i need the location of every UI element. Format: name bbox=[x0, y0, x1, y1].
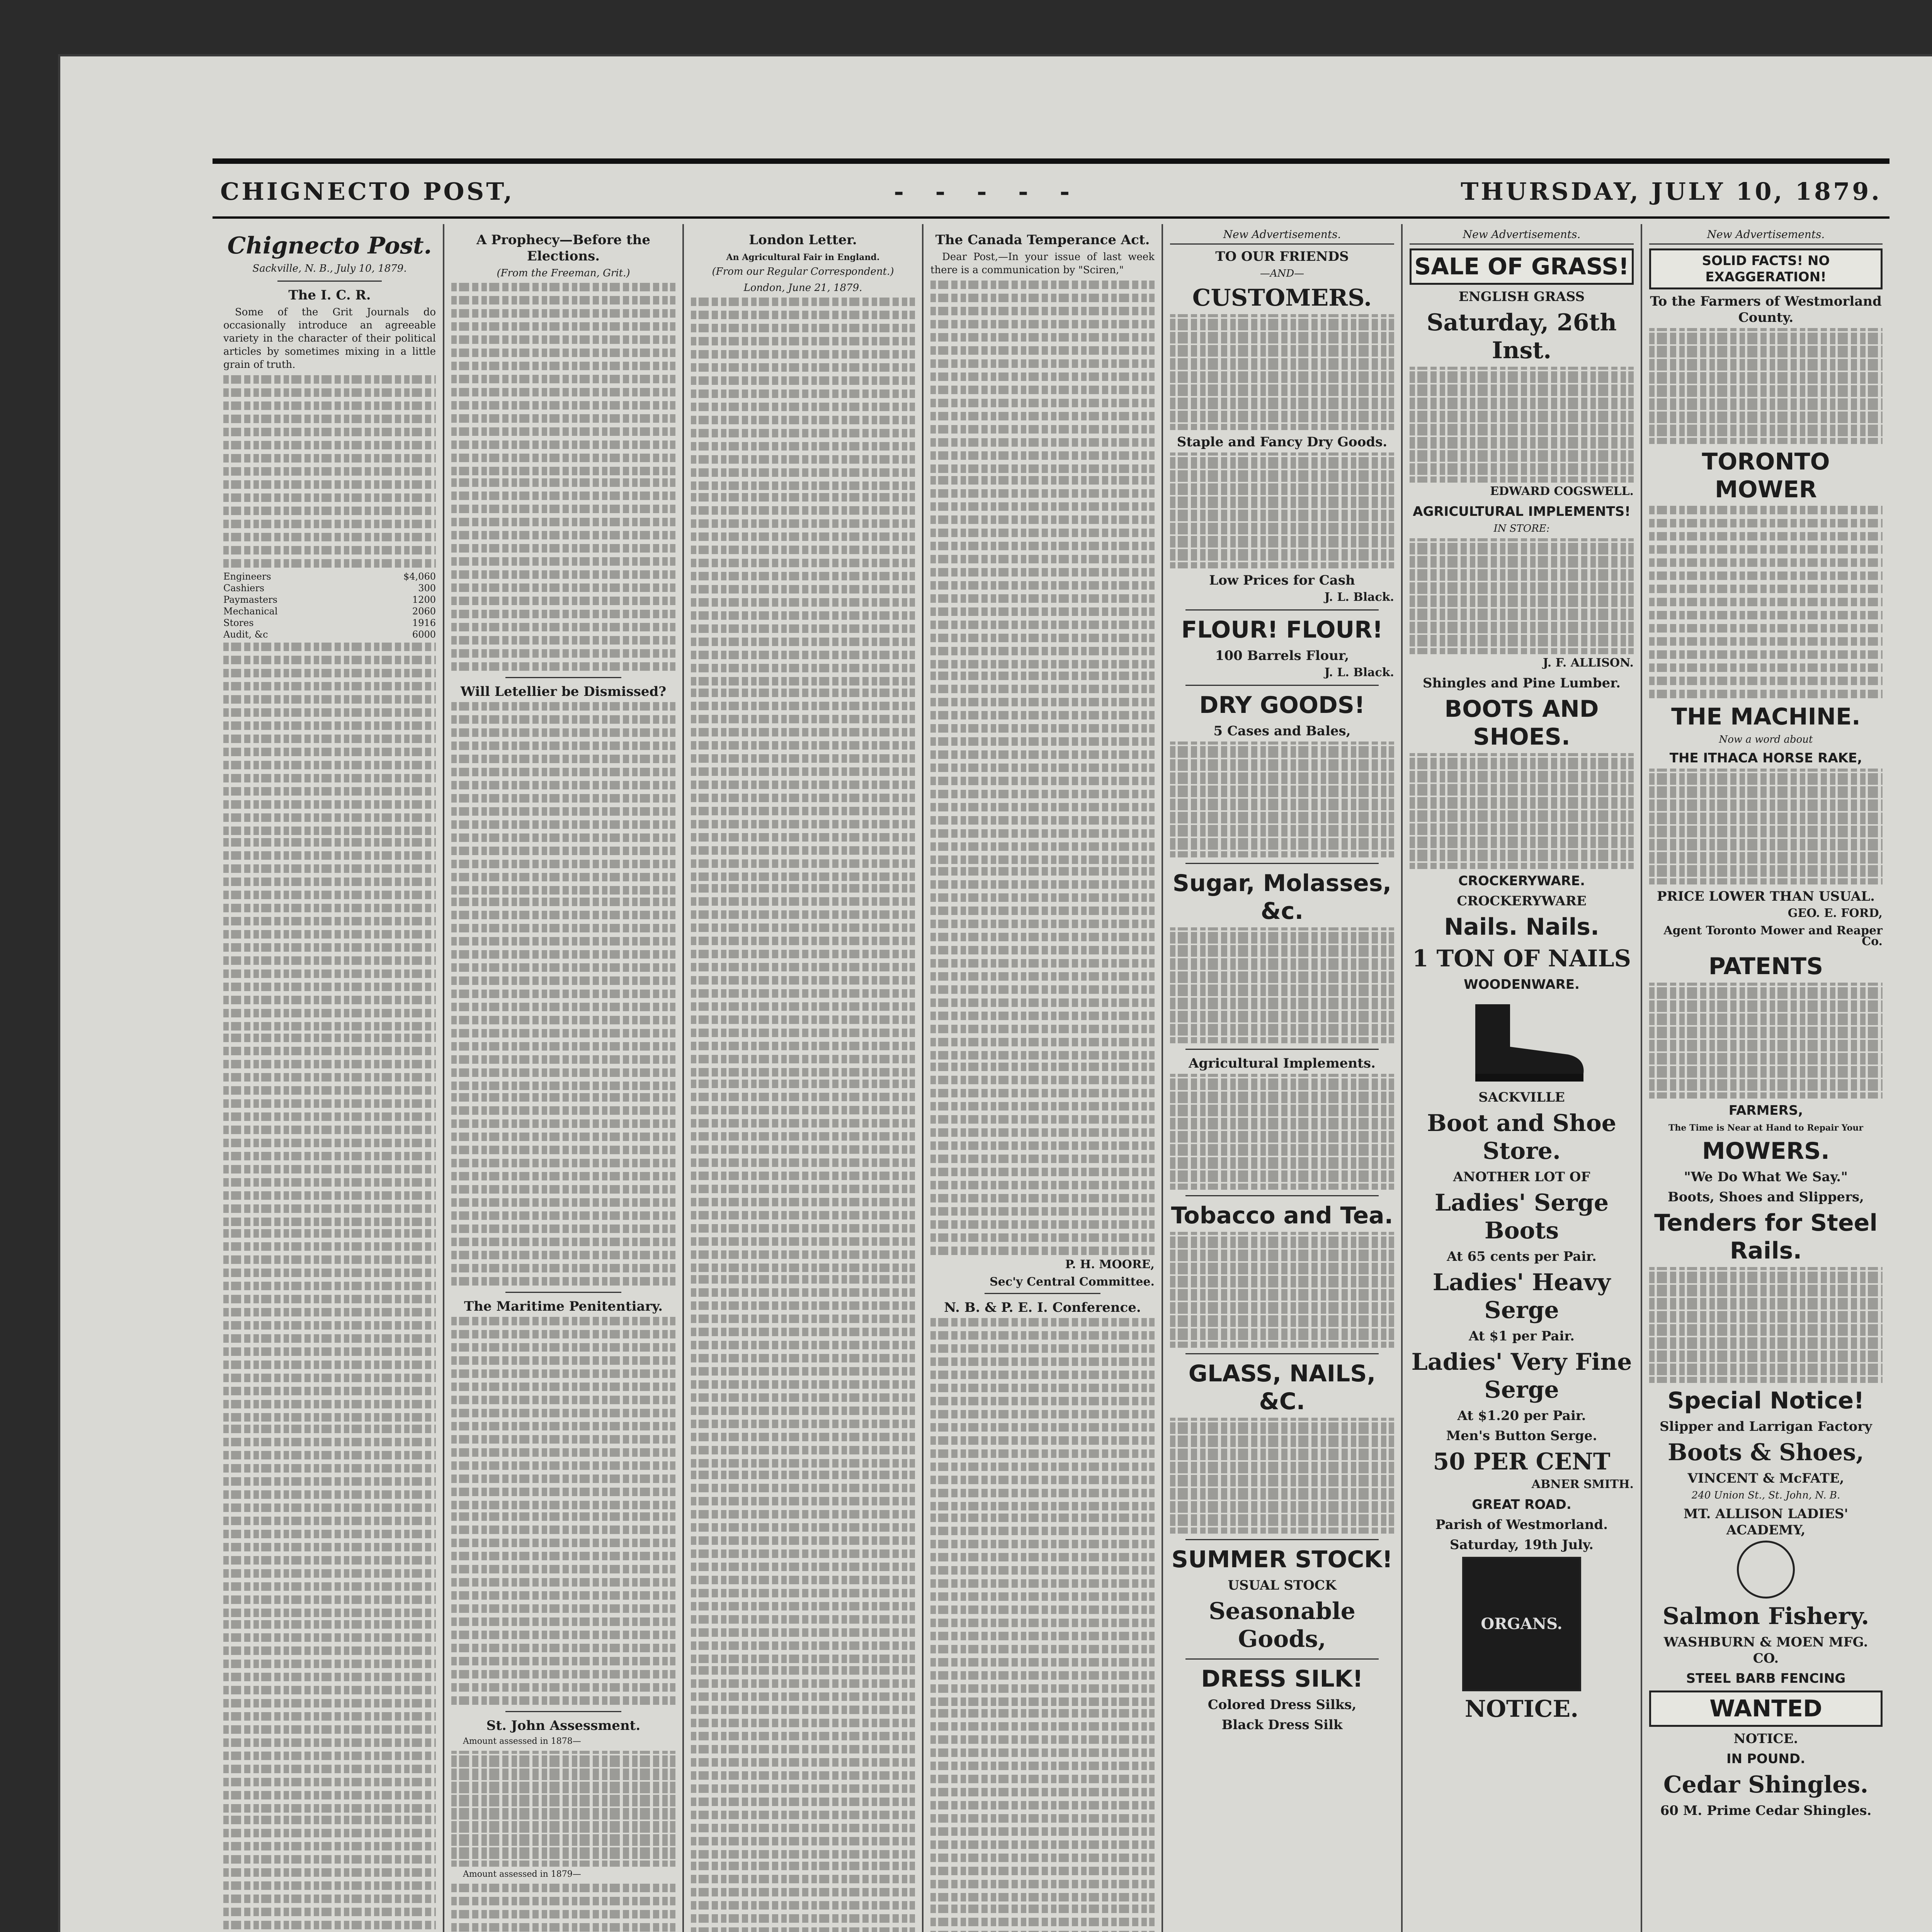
boot-illustration bbox=[1452, 997, 1591, 1085]
ad-boots-shoes2: Boots & Shoes, bbox=[1667, 1439, 1864, 1466]
ad-english-grass: ENGLISH GRASS bbox=[1458, 289, 1585, 304]
ad-washburn: WASHBURN & MOEN MFG. CO. bbox=[1663, 1634, 1868, 1666]
london-letter-dateline: London, June 21, 1879. bbox=[743, 282, 862, 294]
ad-signature: J. L. Black. bbox=[1324, 590, 1394, 604]
ad-price2: At $1 per Pair. bbox=[1469, 1328, 1575, 1344]
article-body bbox=[930, 1063, 1155, 1256]
ad-mens: Men's Button Serge. bbox=[1446, 1428, 1597, 1444]
ad-dress-silk: DRESS SILK! bbox=[1201, 1665, 1363, 1692]
article-body bbox=[451, 898, 675, 1091]
article-body bbox=[223, 1229, 436, 1422]
article-body bbox=[930, 867, 1155, 1060]
conference-title: N. B. & P. E. I. Conference. bbox=[944, 1300, 1141, 1315]
divider bbox=[1185, 609, 1379, 611]
salary-row: Paymasters 1200 bbox=[223, 594, 436, 605]
article-body bbox=[930, 1709, 1155, 1902]
divider bbox=[1185, 685, 1379, 686]
ad-colored: Colored Dress Silks, bbox=[1208, 1697, 1357, 1713]
ad-slipper: Slipper and Larrigan Factory bbox=[1660, 1419, 1872, 1434]
masthead bbox=[220, 170, 1882, 213]
article-body bbox=[691, 884, 915, 1077]
ad-tenders: Tenders for Steel Rails. bbox=[1654, 1209, 1878, 1264]
article-body bbox=[451, 1093, 675, 1286]
ad-notice: NOTICE. bbox=[1464, 1696, 1579, 1723]
ad-signature: GEO. E. FORD, bbox=[1787, 906, 1883, 920]
salary-row: Mechanical 2060 bbox=[223, 606, 436, 617]
ad-body bbox=[1649, 769, 1883, 884]
ad-low-prices: Low Prices for Cash bbox=[1209, 573, 1355, 588]
article-body bbox=[930, 1514, 1155, 1707]
article-body bbox=[691, 1862, 915, 1932]
assessment-1879: Amount assessed in 1879— bbox=[463, 1869, 581, 1879]
article-body bbox=[691, 1275, 915, 1468]
letellier-title: Will Letellier be Dismissed? bbox=[460, 684, 667, 699]
ad-machine: THE MACHINE. bbox=[1671, 703, 1861, 730]
ad-barb: STEEL BARB FENCING bbox=[1686, 1671, 1846, 1686]
ad-shingles: Shingles and Pine Lumber. bbox=[1423, 675, 1621, 691]
temperance-title: The Canada Temperance Act. bbox=[935, 232, 1150, 248]
column-7 bbox=[1642, 224, 1889, 1932]
ad-heavy: Ladies' Heavy Serge bbox=[1432, 1269, 1611, 1324]
divider bbox=[1185, 1539, 1379, 1540]
columns bbox=[216, 224, 1889, 1932]
article-body bbox=[691, 1080, 915, 1273]
article-body bbox=[691, 1666, 915, 1859]
ad-in-pound: IN POUND. bbox=[1726, 1751, 1805, 1767]
ad-body bbox=[1170, 742, 1394, 857]
article-body bbox=[930, 281, 1155, 474]
divider bbox=[1185, 1049, 1379, 1050]
newspaper-page bbox=[58, 54, 1932, 1932]
salary-row: Stores 1916 bbox=[223, 617, 436, 628]
divider bbox=[1185, 1195, 1379, 1196]
penitentiary-title: The Maritime Penitentiary. bbox=[464, 1299, 663, 1314]
ad-word-about: Now a word about bbox=[1719, 734, 1813, 745]
assessment-1878: Amount assessed in 1878— bbox=[463, 1736, 581, 1746]
ad-black-dress: Black Dress Silk bbox=[1221, 1717, 1343, 1733]
ad-customers: CUSTOMERS. bbox=[1192, 284, 1372, 311]
ad-we-do: "We Do What We Say." bbox=[1684, 1169, 1848, 1185]
column-2 bbox=[444, 224, 684, 1932]
ad-great-road: GREAT ROAD. bbox=[1472, 1497, 1571, 1512]
ad-implements: Agricultural Implements. bbox=[1189, 1056, 1376, 1071]
salary-row: Cashiers 300 bbox=[223, 583, 436, 594]
ad-signature: J. F. ALLISON. bbox=[1543, 656, 1634, 670]
ad-body bbox=[1170, 452, 1394, 568]
section-header: New Advertisements. bbox=[1170, 228, 1394, 245]
ad-wanted: WANTED bbox=[1649, 1690, 1883, 1727]
section-header: New Advertisements. bbox=[1649, 228, 1883, 245]
ad-crockery: CROCKERYWARE bbox=[1457, 893, 1587, 909]
article-body bbox=[223, 375, 436, 568]
ad-vincent-addr: 240 Union St., St. John, N. B. bbox=[1691, 1490, 1840, 1501]
ad-body bbox=[1649, 328, 1883, 444]
temperance-greeting: Dear Post,—In your issue of last week there is a communication by "Sciren," bbox=[930, 251, 1155, 276]
london-letter-title: London Letter. bbox=[749, 232, 857, 248]
article-body bbox=[691, 689, 915, 882]
divider bbox=[277, 281, 382, 282]
masthead-title: CHIGNECTO POST, bbox=[220, 177, 515, 206]
ad-time-near: The Time is Near at Hand to Repair Your bbox=[1668, 1123, 1863, 1133]
ad-signature: EDWARD COGSWELL. bbox=[1490, 485, 1634, 498]
boot-icon bbox=[1452, 997, 1591, 1085]
assessment-table bbox=[451, 1751, 675, 1867]
masthead-dashes: - - - - - bbox=[894, 177, 1082, 206]
ad-in-store: IN STORE: bbox=[1493, 523, 1550, 534]
signature-role: Sec'y Central Committee. bbox=[990, 1275, 1155, 1289]
salary-table bbox=[223, 571, 436, 640]
ad-staple: Staple and Fancy Dry Goods. bbox=[1177, 434, 1388, 450]
ad-body bbox=[1410, 753, 1634, 869]
salary-row: Engineers $4,060 bbox=[223, 571, 436, 582]
article-intro: Some of the Grit Journals do occasionally introduce an agreeable variety in the character of their political articles by sometimes mixing in a little grain of truth. bbox=[223, 306, 436, 371]
ad-price3: At $1.20 per Pair. bbox=[1457, 1408, 1586, 1423]
ad-vincent: VINCENT & McFATE, bbox=[1687, 1471, 1844, 1486]
ad-price1: At 65 cents per Pair. bbox=[1447, 1249, 1597, 1264]
ad-toronto: TORONTO MOWER bbox=[1702, 448, 1830, 503]
ad-special: Special Notice! bbox=[1667, 1387, 1864, 1414]
article-body bbox=[930, 672, 1155, 865]
ad-sale-grass: SALE OF GRASS! bbox=[1410, 248, 1634, 285]
ad-body bbox=[1170, 1074, 1394, 1190]
ad-cases: 5 Cases and Bales, bbox=[1213, 723, 1351, 739]
ad-serge: Ladies' Serge Boots bbox=[1434, 1189, 1609, 1244]
ad-seasonable: Seasonable Goods, bbox=[1209, 1598, 1355, 1653]
ad-ithaca: THE ITHACA HORSE RAKE, bbox=[1669, 750, 1862, 766]
ad-glass: GLASS, NAILS, &C. bbox=[1188, 1360, 1376, 1415]
column-1 bbox=[216, 224, 444, 1932]
ad-signature-role: Agent Toronto Mower and Reaper Co. bbox=[1663, 924, 1883, 948]
divider bbox=[1185, 1353, 1379, 1354]
ad-ag-impl: AGRICULTURAL IMPLEMENTS! bbox=[1413, 504, 1631, 519]
divider bbox=[1185, 1658, 1379, 1660]
article-body bbox=[223, 643, 436, 836]
coat-of-arms-icon bbox=[1737, 1541, 1795, 1599]
ad-signature: ABNER SMITH. bbox=[1531, 1478, 1634, 1491]
ad-and: —AND— bbox=[1260, 268, 1304, 279]
ad-barrels: 100 Barrels Flour, bbox=[1215, 648, 1349, 663]
london-letter-source: (From our Regular Correspondent.) bbox=[712, 266, 894, 277]
article-body bbox=[223, 1425, 436, 1618]
column-6 bbox=[1403, 224, 1642, 1932]
article-body bbox=[930, 476, 1155, 669]
ad-boot-store: Boot and Shoe Store. bbox=[1427, 1110, 1616, 1165]
article-body bbox=[223, 838, 436, 1031]
assessment-title: St. John Assessment. bbox=[486, 1718, 641, 1733]
article-body bbox=[451, 478, 675, 672]
prophecy-source: (From the Freeman, Grit.) bbox=[497, 267, 630, 279]
article-body bbox=[451, 283, 675, 476]
masthead-rule-top bbox=[213, 158, 1889, 164]
ad-notice: NOTICE. bbox=[1733, 1731, 1798, 1747]
salary-row: Audit, &c 6000 bbox=[223, 629, 436, 640]
ad-parish: Parish of Westmorland. bbox=[1435, 1517, 1608, 1532]
ad-body bbox=[1649, 983, 1883, 1099]
organ-ad bbox=[1462, 1557, 1581, 1691]
column-5 bbox=[1163, 224, 1403, 1932]
signature: P. H. MOORE, bbox=[1065, 1258, 1155, 1271]
divider bbox=[1185, 863, 1379, 864]
ad-farmers: FARMERS, bbox=[1728, 1103, 1803, 1118]
ad-mowers: MOWERS. bbox=[1702, 1138, 1830, 1165]
ad-usual: USUAL STOCK bbox=[1228, 1578, 1337, 1593]
divider bbox=[505, 677, 621, 678]
london-letter-subtitle: An Agricultural Fair in England. bbox=[726, 252, 880, 262]
ad-body bbox=[1410, 538, 1634, 654]
article-body bbox=[451, 1884, 675, 1932]
article-body bbox=[691, 298, 915, 491]
ad-to-farmers: To the Farmers of Westmorland County. bbox=[1650, 294, 1882, 325]
column-3 bbox=[684, 224, 923, 1932]
divider bbox=[985, 1293, 1100, 1294]
divider bbox=[505, 1292, 621, 1293]
ad-body bbox=[1170, 927, 1394, 1043]
ad-body bbox=[1170, 1418, 1394, 1534]
ad-to-friends: TO OUR FRIENDS bbox=[1215, 249, 1349, 264]
ad-fine: Ladies' Very Fine Serge bbox=[1411, 1349, 1632, 1403]
article-body bbox=[691, 493, 915, 686]
ad-solid-facts: SOLID FACTS! NO EXAGGERATION! bbox=[1649, 248, 1883, 289]
ad-saturday: Saturday, 26th Inst. bbox=[1427, 309, 1617, 364]
organ-ad-text: ORGANS. bbox=[1481, 1615, 1563, 1633]
ad-nails: Nails. Nails. bbox=[1444, 913, 1599, 940]
section-header: New Advertisements. bbox=[1410, 228, 1634, 245]
ad-body bbox=[1649, 506, 1883, 699]
ad-dry-goods: DRY GOODS! bbox=[1199, 692, 1365, 719]
ad-body bbox=[1649, 1267, 1883, 1383]
ad-woodenware: WOODENWARE. bbox=[1464, 977, 1580, 992]
masthead-date: THURSDAY, JULY 10, 1879. bbox=[1461, 177, 1882, 206]
article-body bbox=[223, 1816, 436, 1932]
article-body bbox=[930, 1318, 1155, 1511]
paper-title: Chignecto Post. bbox=[227, 232, 432, 259]
article-body bbox=[223, 1620, 436, 1813]
ad-tobacco: Tobacco and Tea. bbox=[1171, 1202, 1393, 1229]
ad-cedar2: 60 M. Prime Cedar Shingles. bbox=[1660, 1803, 1872, 1818]
prophecy-title: A Prophecy—Before the Elections. bbox=[476, 232, 651, 264]
ad-boots-shoes: Boots, Shoes and Slippers, bbox=[1668, 1189, 1864, 1205]
ad-another: ANOTHER LOT OF bbox=[1453, 1169, 1590, 1185]
article-body bbox=[930, 1905, 1155, 1932]
ad-academy: MT. ALLISON LADIES' ACADEMY, bbox=[1684, 1506, 1848, 1538]
dateline: Sackville, N. B., July 10, 1879. bbox=[252, 263, 407, 274]
article-body bbox=[451, 1512, 675, 1706]
article-title: The I. C. R. bbox=[288, 287, 371, 303]
ad-sugar: Sugar, Molasses, &c. bbox=[1172, 870, 1392, 925]
ad-ton-nails: 1 TON OF NAILS bbox=[1412, 945, 1631, 972]
ad-flour: FLOUR! FLOUR! bbox=[1181, 616, 1383, 643]
ad-body bbox=[1170, 1232, 1394, 1348]
ad-crockery-head: CROCKERYWARE. bbox=[1458, 873, 1585, 889]
ad-boots: BOOTS AND SHOES. bbox=[1444, 696, 1599, 750]
ad-summer: SUMMER STOCK! bbox=[1171, 1546, 1393, 1573]
ad-salmon: Salmon Fishery. bbox=[1662, 1603, 1869, 1630]
ad-body bbox=[1170, 314, 1394, 430]
article-body bbox=[223, 1034, 436, 1227]
divider bbox=[505, 1711, 621, 1712]
ad-body bbox=[1410, 367, 1634, 483]
ad-saturday2: Saturday, 19th July. bbox=[1450, 1537, 1594, 1553]
article-body bbox=[451, 702, 675, 895]
ad-sackville: SACKVILLE bbox=[1478, 1090, 1565, 1105]
article-body bbox=[691, 1471, 915, 1664]
article-body bbox=[451, 1317, 675, 1510]
ad-signature: J. L. Black. bbox=[1324, 666, 1394, 679]
column-4 bbox=[923, 224, 1163, 1932]
masthead-rule-bottom bbox=[213, 216, 1889, 219]
ad-price-lower: PRICE LOWER THAN USUAL. bbox=[1657, 889, 1875, 904]
ad-percent: 50 PER CENT bbox=[1433, 1448, 1611, 1475]
ad-cedar: Cedar Shingles. bbox=[1663, 1771, 1869, 1798]
ad-patents: PATENTS bbox=[1708, 953, 1823, 980]
